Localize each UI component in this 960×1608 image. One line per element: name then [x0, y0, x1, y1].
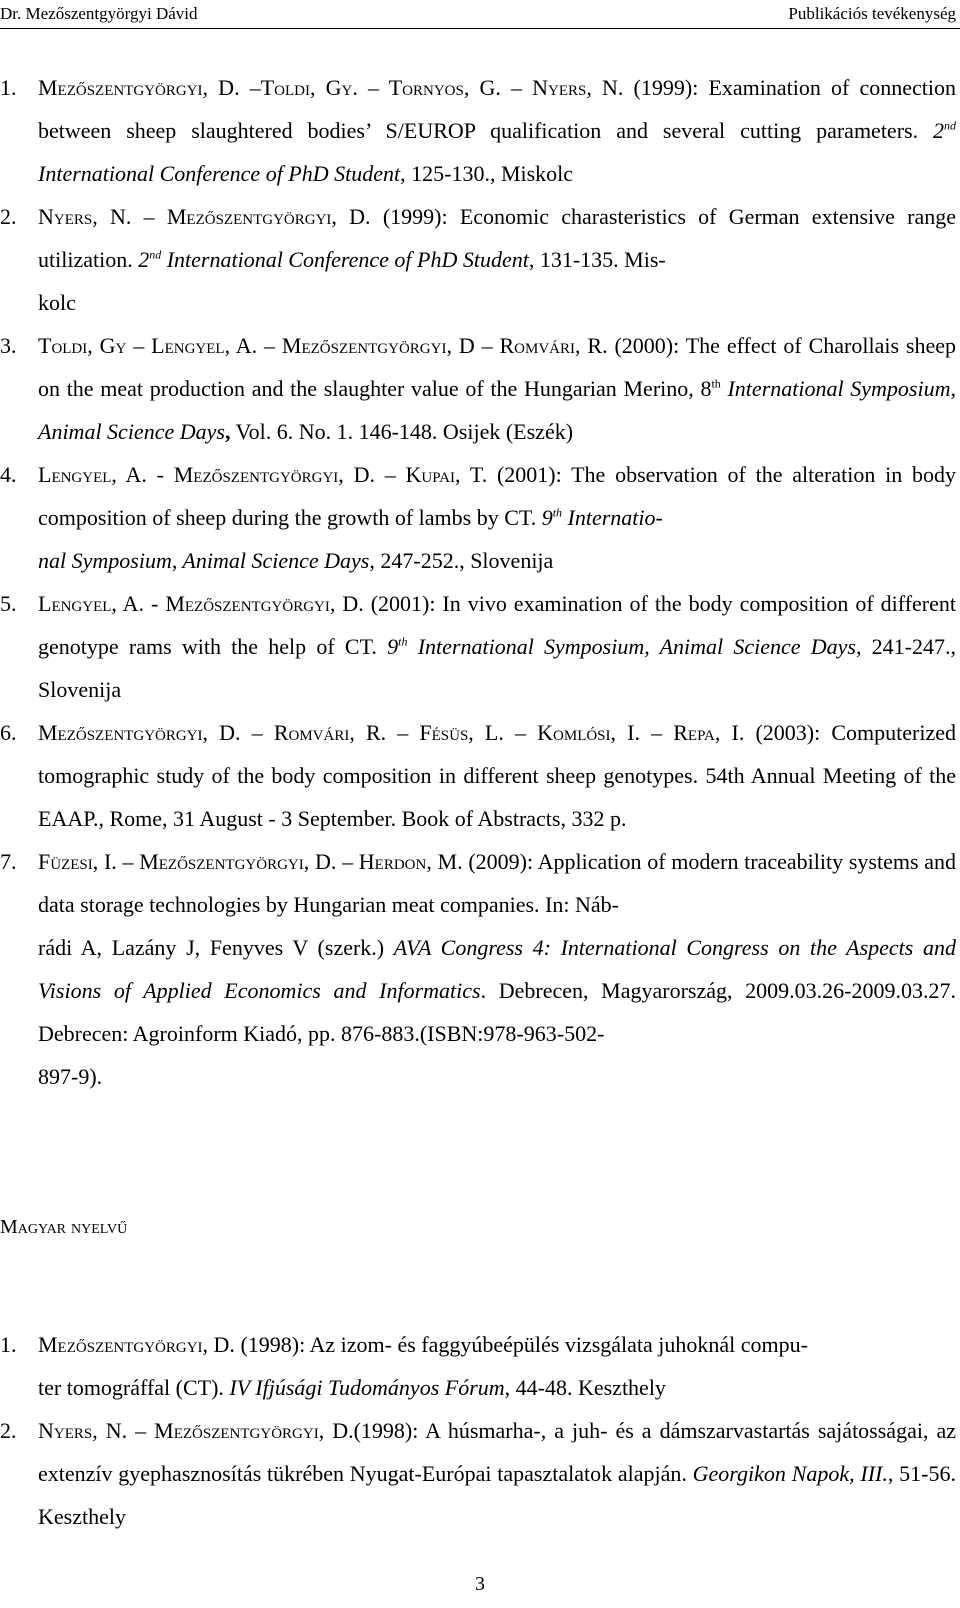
entry-text: Füzesi, I. – Mezőszentgyörgyi, D. – Herdon, M. (2009): Application of modern traceability systems and data storage technologies by Hungarian meat companies. In: Náb- rádi A, Lazány J, Fenyves V (szerk.) AVA Congress 4: International Congress on the Aspects and Visions of Applied Economics and Informatics. Debrecen, Magyarország, 2009.03.26-2009.03.27. Debrecen: Agroinform Kiadó, pp. 876-883.(ISBN:978-963-502- 897-9).	[38, 849, 956, 1089]
entry-text: Lengyel, A. - Mezőszentgyörgyi, D. – Kupai, T. (2001): The observation of the alteration in body composition of sheep during the growth of lambs by CT. 9th Internatio- nal Symposium, Animal Science Days, 247-252., Slovenija	[38, 462, 956, 573]
header-rule	[0, 28, 960, 29]
entry-authors: Nyers, N. – Mezőszentgyörgyi, D.	[38, 204, 371, 229]
entry-number: 6.	[0, 720, 17, 745]
entry-authors: Mezőszentgyörgyi, D. –Toldi, Gy. – Tornyos, G. – Nyers, N.	[38, 75, 624, 100]
entry-text: Mezőszentgyörgyi, D. –Toldi, Gy. – Tornyos, G. – Nyers, N. (1999): Examination of connection between sheep slaughtered bodies’ S/EUROP qualification and several cutting parameters. 2nd International Conference of PhD Student, 125-130., Miskolc	[38, 75, 956, 186]
entry-text: Lengyel, A. - Mezőszentgyörgyi, D. (2001): In vivo examination of the body composition of different genotype rams with the help of CT. 9th International Symposium, Animal Science Days, 241-247., Slovenija	[38, 591, 957, 702]
entry-number: 3.	[0, 333, 17, 358]
entry-number: 1.	[0, 1332, 17, 1357]
publication-entry	[0, 66, 960, 195]
publication-entry	[0, 324, 960, 453]
entry-authors: Nyers, N. – Mezőszentgyörgyi, D.	[38, 1418, 354, 1443]
publication-entry	[0, 1409, 960, 1538]
entry-text: Nyers, N. – Mezőszentgyörgyi, D.(1998): A húsmarha-, a juh- és a dámszarvastartás sajátosságai, az extenzív gyephasznosítás tükrében Nyugat-Európai tapasztalatok alapján. Georgikon Napok, III., 51-56. Keszthely	[38, 1418, 956, 1529]
entry-number: 4.	[0, 462, 17, 487]
entry-authors: Toldi, Gy – Lengyel, A. – Mezőszentgyörgyi, D – Romvári, R.	[38, 333, 608, 358]
entry-text: Nyers, N. – Mezőszentgyörgyi, D. (1999): Economic charasteristics of German extensive range utilization. 2nd International Conference of PhD Student, 131-135. Mis- kolc	[38, 204, 956, 315]
entry-text: Mezőszentgyörgyi, D. – Romvári, R. – Fésüs, L. – Komlósi, I. – Repa, I. (2003): Computerized tomographic study of the body composition in different sheep genotypes. 54th Annual Meeting of the EAAP., Rome, 31 August - 3 September. Book of Abstracts, 332 p.	[38, 720, 956, 831]
page-number: 3	[475, 1573, 485, 1595]
publication-entry	[0, 840, 960, 1098]
entry-text: Mezőszentgyörgyi, D. (1998): Az izom- és faggyúbeépülés vizsgálata juhoknál compu- ter tomográffal (CT). IV Ifjúsági Tudományos Fórum, 44-48. Keszthely	[38, 1332, 808, 1400]
entry-authors: Mezőszentgyörgyi, D. – Romvári, R. – Fésüs, L. – Komlósi, I. – Repa, I.	[38, 720, 745, 745]
english-publication-list	[0, 66, 960, 1098]
header-author: Dr. Mezőszentgyörgyi Dávid	[0, 4, 198, 23]
entry-authors: Füzesi, I. – Mezőszentgyörgyi, D. – Herdon, M.	[38, 849, 463, 874]
entry-text: Toldi, Gy – Lengyel, A. – Mezőszentgyörgyi, D – Romvári, R. (2000): The effect of Charollais sheep on the meat production and the slaughter value of the Hungarian Merino, 8th International Symposium, Animal Science Days, Vol. 6. No. 1. 146-148. Osijek (Eszék)	[38, 333, 957, 444]
section-heading: Magyar nyelvű	[0, 1216, 128, 1238]
entry-number: 1.	[0, 75, 17, 100]
hungarian-publication-list	[0, 1323, 960, 1538]
entry-authors: Lengyel, A. - Mezőszentgyörgyi, D.	[38, 591, 364, 616]
entry-number: 5.	[0, 591, 17, 616]
entry-authors: Mezőszentgyörgyi, D.	[38, 1332, 235, 1357]
publication-entry	[0, 582, 960, 711]
running-header	[0, 3, 960, 25]
entry-number: 2.	[0, 204, 17, 229]
header-section: Publikációs tevékenység	[788, 4, 956, 23]
publication-entry	[0, 453, 960, 582]
publication-entry	[0, 195, 960, 324]
entry-authors: Lengyel, A. - Mezőszentgyörgyi, D. – Kupai, T.	[38, 462, 488, 487]
publication-entry	[0, 1323, 960, 1409]
entry-number: 2.	[0, 1418, 17, 1443]
entry-number: 7.	[0, 849, 17, 874]
publication-entry	[0, 711, 960, 840]
